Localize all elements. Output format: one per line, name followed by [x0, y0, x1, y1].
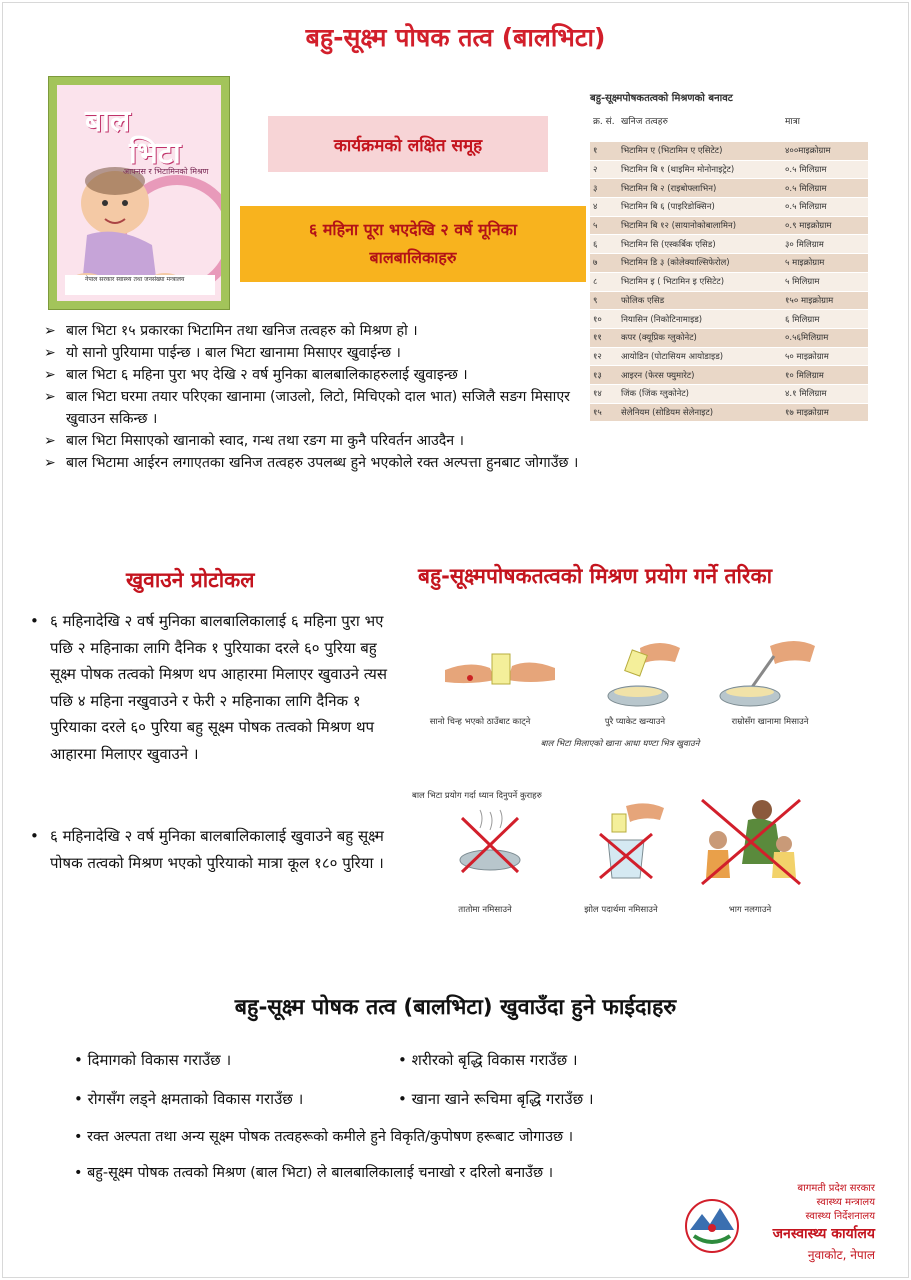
row-serial: १४ [590, 384, 618, 403]
row-quantity: ५ माइक्रोग्राम [782, 254, 868, 273]
row-serial: ८ [590, 272, 618, 291]
book-footer-text: नेपाल सरकार स्वास्थ्य तथा जनसंख्या मन्त्रालय [85, 276, 185, 283]
book-footer [65, 275, 215, 295]
steps-note: बाल भिटा मिलाएको खाना आधा घण्टा भित्र खुवाउने [540, 739, 700, 749]
row-serial: ५ [590, 216, 618, 235]
step-cut-packet-illustration [440, 640, 560, 710]
benefit-item: • दिमागको विकास गराउँछ । [74, 1051, 232, 1069]
benefits-title: बहु-सूक्ष्म पोषक तत्व (बालभिटा) खुवाउँदा हुने फाईदाहरु [234, 995, 677, 1020]
row-quantity: ५० माइक्रोग्राम [782, 347, 868, 366]
book-cover-inner [57, 85, 221, 301]
composition-row [590, 179, 868, 198]
arrow-icon: ➢ [44, 455, 56, 471]
row-nutrient: भिटामिन इ ( भिटामिन इ एसिटेट) [618, 272, 782, 291]
row-quantity: ०.५६मिलिग्राम [782, 328, 868, 347]
row-serial: १२ [590, 347, 618, 366]
row-nutrient: आयोडिन (पोटासियम आयोडाइड) [618, 347, 782, 366]
row-nutrient: नियासिन (निकोटिनामाइड) [618, 310, 782, 329]
target-group-box [240, 206, 586, 282]
row-nutrient: भिटामिन बि १ (थाइमिन मोनोनाइट्रेट) [618, 160, 782, 179]
step-caption-mix: राम्रोसँग खानामा मिसाउने [731, 717, 809, 727]
row-serial: ४ [590, 198, 618, 217]
caution-caption-sharing: भाग नलगाउने [728, 905, 772, 915]
row-quantity: ०.५ मिलिग्राम [782, 198, 868, 217]
row-quantity: ०.५ मिलिग्राम [782, 179, 868, 198]
composition-row [590, 366, 868, 385]
book-cover-image [48, 76, 230, 310]
row-serial: १० [590, 310, 618, 329]
composition-row [590, 254, 868, 273]
step-caption-cut: सानो चिन्ह भएको ठाउँबाट काट्ने [429, 717, 531, 727]
row-quantity: ४.१ मिलिग्राम [782, 384, 868, 403]
footer-office: जनस्वास्थ्य कार्यालय [772, 1226, 875, 1242]
nepal-government-emblem [680, 1196, 744, 1256]
row-quantity: ४००माइक्रोग्राम [782, 142, 868, 160]
arrow-icon: ➢ [44, 323, 56, 339]
composition-row [590, 403, 868, 422]
column-header-nutrient: खनिज तत्वहरु [621, 117, 668, 127]
composition-row [590, 160, 868, 179]
step-mix-food-illustration [710, 636, 820, 710]
composition-row [590, 272, 868, 291]
arrow-icon: ➢ [44, 389, 56, 405]
fact-item: ➢ बाल भिटा १५ प्रकारका भिटामिन तथा खनिज तत्वहरु को मिश्रण हो । [44, 320, 584, 342]
benefit-item: • शरीरको बृद्धि विकास गराउँछ । [398, 1051, 578, 1069]
target-group-line2: बालबालिकाहरु [369, 248, 457, 267]
caution-caption-liquid: झोल पदार्थमा नमिसाउने [584, 905, 658, 915]
fact-item: ➢ बाल भिटा घरमा तयार परिएका खानामा (जाउलो, लिटो, मिचिएको दाल भात) सजिलै सङग मिसाएर खुवाउन सकिन्छ । [44, 386, 584, 430]
row-serial: १५ [590, 403, 618, 422]
caution-caption-hot: तातोमा नमिसाउने [458, 905, 512, 915]
row-nutrient: भिटामिन सि (एस्कर्बिक एसिड) [618, 235, 782, 254]
bullet-icon: • [30, 827, 39, 845]
row-nutrient: भिटामिन बि २ (राइबोफ्लाभिन) [618, 179, 782, 198]
row-serial: १ [590, 142, 618, 160]
row-quantity: १० मिलिग्राम [782, 366, 868, 385]
target-group-line1: ६ महिना पूरा भएदेखि २ वर्ष मूनिका [308, 220, 518, 239]
composition-row [590, 235, 868, 254]
composition-table-header [590, 112, 868, 142]
row-quantity: ०.५ मिलिग्राम [782, 160, 868, 179]
fact-item: ➢ बाल भिटा मिसाएको खानाको स्वाद, गन्ध तथा रङग मा कुनै परिवर्तन आउदैन । [44, 430, 584, 452]
book-subtitle: आफ्नस र भिटामिनको मिश्रण [123, 167, 209, 176]
fact-item: ➢ यो सानो पुरियामा पाईन्छ । बाल भिटा खानामा मिसाएर खुवाईन्छ । [44, 342, 584, 364]
caution-hot-food-illustration [450, 808, 530, 878]
target-group-heading: कार्यक्रमको लक्षित समूह [268, 116, 548, 172]
caution-title: बाल भिटा प्रयोग गर्दा ध्यान दिनुपर्ने कुराहरु [412, 791, 542, 801]
composition-row [590, 142, 868, 160]
footer-directorate: स्वास्थ्य निर्देशनालय [805, 1211, 875, 1222]
poster-title: बहु-सूक्ष्म पोषक तत्व (बालभिटा) [305, 23, 606, 52]
row-nutrient: भिटामिन बि १२ (सायानोकोबालामिन) [618, 216, 782, 235]
arrow-icon: ➢ [44, 367, 56, 383]
protocol-item: • ६ महिनादेखि २ वर्ष मुनिका बालबालिकालाई ६ महिना पुरा भए पछि २ महिनाका लागि दैनिक १ पुरियाका दरले ६० पुरिया बहु सूक्ष्म पोषक तत्वको मिश्रण थप आहारमा मिलाएर खुवाउने त्यस पछि ४ महिना नखुवाउने र फेरी २ महिनाका लागि दैनिक १ पुरियाका दरले ६० पुरिया बहु सूक्ष्म पोषक तत्वको मिश्रण थप आहारमा मिलाएर खुवाउने । [30, 608, 395, 767]
row-nutrient: भिटामिन डि ३ (कोलेक्याल्सिफेरोल) [618, 254, 782, 273]
row-nutrient: कपर (क्यूप्रिक ग्लुकोनेट) [618, 328, 782, 347]
row-nutrient: सेलेनियम (सोडियम सेलेनाइट) [618, 403, 782, 422]
baby-illustration [57, 85, 221, 301]
fact-item: ➢ बाल भिटामा आईरन लगाएतका खनिज तत्वहरु उपलब्ध हुने भएकोले रक्त अल्पत्ता हुनबाट जोगाउँछ । [44, 452, 584, 474]
caution-liquid-illustration [586, 800, 666, 880]
row-serial: ७ [590, 254, 618, 273]
benefit-item: • रक्त अल्पता तथा अन्य सूक्ष्म पोषक तत्वहरूको कमीले हुने विकृति/कुपोषण हरूबाट जोगाउछ । [74, 1129, 574, 1145]
row-nutrient: भिटामिन बि ६ (पाइरिडोक्सिन) [618, 198, 782, 217]
row-serial: २ [590, 160, 618, 179]
caution-sharing-illustration [696, 794, 806, 888]
protocol-list [30, 608, 395, 876]
arrow-icon: ➢ [44, 345, 56, 361]
footer-ministry: स्वास्थ्य मन्त्रालय [816, 1197, 875, 1208]
composition-row [590, 291, 868, 310]
arrow-icon: ➢ [44, 433, 56, 449]
usage-title: बहु-सूक्ष्मपोषकतत्वको मिश्रण प्रयोग गर्ने तरिका [418, 564, 773, 588]
row-quantity: १७ माइक्रोग्राम [782, 403, 868, 422]
row-quantity: ३० मिलिग्राम [782, 235, 868, 254]
composition-row [590, 216, 868, 235]
footer-location: नुवाकोट, नेपाल [807, 1248, 875, 1262]
fact-item: ➢ बाल भिटा ६ महिना पुरा भए देखि २ वर्ष मुनिका बालबालिकाहरुलाई खुवाइन्छ । [44, 364, 584, 386]
row-nutrient: फोलिक एसिड [618, 291, 782, 310]
protocol-title: खुवाउने प्रोटोकल [126, 568, 255, 592]
facts-list [44, 320, 584, 474]
step-caption-pour: पुरै प्याकेट खन्याउने [604, 717, 666, 727]
row-nutrient: जिंक (जिंक ग्लुकोनेट) [618, 384, 782, 403]
row-quantity: ०.९ माइक्रोग्राम [782, 216, 868, 235]
protocol-item: • ६ महिनादेखि २ वर्ष मुनिका बालबालिकालाई खुवाउने बहु सूक्ष्म पोषक तत्वको मिश्रण भएको पुरियाको मात्रा कूल १८० पुरिया । [30, 823, 395, 876]
footer-province: बागमती प्रदेश सरकार [797, 1183, 875, 1194]
row-quantity: ५ मिलिग्राम [782, 272, 868, 291]
row-nutrient: भिटामिन ए (भिटामिन ए एसिटेट) [618, 142, 782, 160]
bullet-icon: • [30, 612, 39, 630]
step-pour-packet-illustration [590, 638, 690, 710]
row-quantity: १५० माइक्रोग्राम [782, 291, 868, 310]
column-header-serial: क्र. सं. [593, 117, 615, 127]
row-quantity: ६ मिलिग्राम [782, 310, 868, 329]
book-title-line2: भिटा [129, 136, 181, 171]
composition-row [590, 347, 868, 366]
row-nutrient: आइरन (फेरस फ्युमारेट) [618, 366, 782, 385]
composition-row [590, 384, 868, 403]
benefit-item: • रोगसँग लड्ने क्षमताको विकास गराउँछ । [74, 1090, 304, 1108]
row-serial: ३ [590, 179, 618, 198]
column-header-quantity: मात्रा [785, 117, 801, 127]
composition-table [590, 112, 868, 422]
benefit-item: • बहु-सूक्ष्म पोषक तत्वको मिश्रण (बाल भिटा) ले बालबालिकालाई चनाखो र दरिलो बनाउँछ । [74, 1165, 554, 1181]
row-serial: ६ [590, 235, 618, 254]
composition-row [590, 328, 868, 347]
row-serial: ९ [590, 291, 618, 310]
composition-table-title: बहु-सूक्ष्मपोषकतत्वको मिश्रणको बनावट [590, 93, 733, 104]
book-title-line1: बाल [85, 104, 131, 139]
composition-row [590, 198, 868, 217]
row-serial: ११ [590, 328, 618, 347]
row-serial: १३ [590, 366, 618, 385]
composition-row [590, 310, 868, 329]
benefit-item: • खाना खाने रूचिमा बृद्धि गराउँछ । [398, 1090, 594, 1108]
